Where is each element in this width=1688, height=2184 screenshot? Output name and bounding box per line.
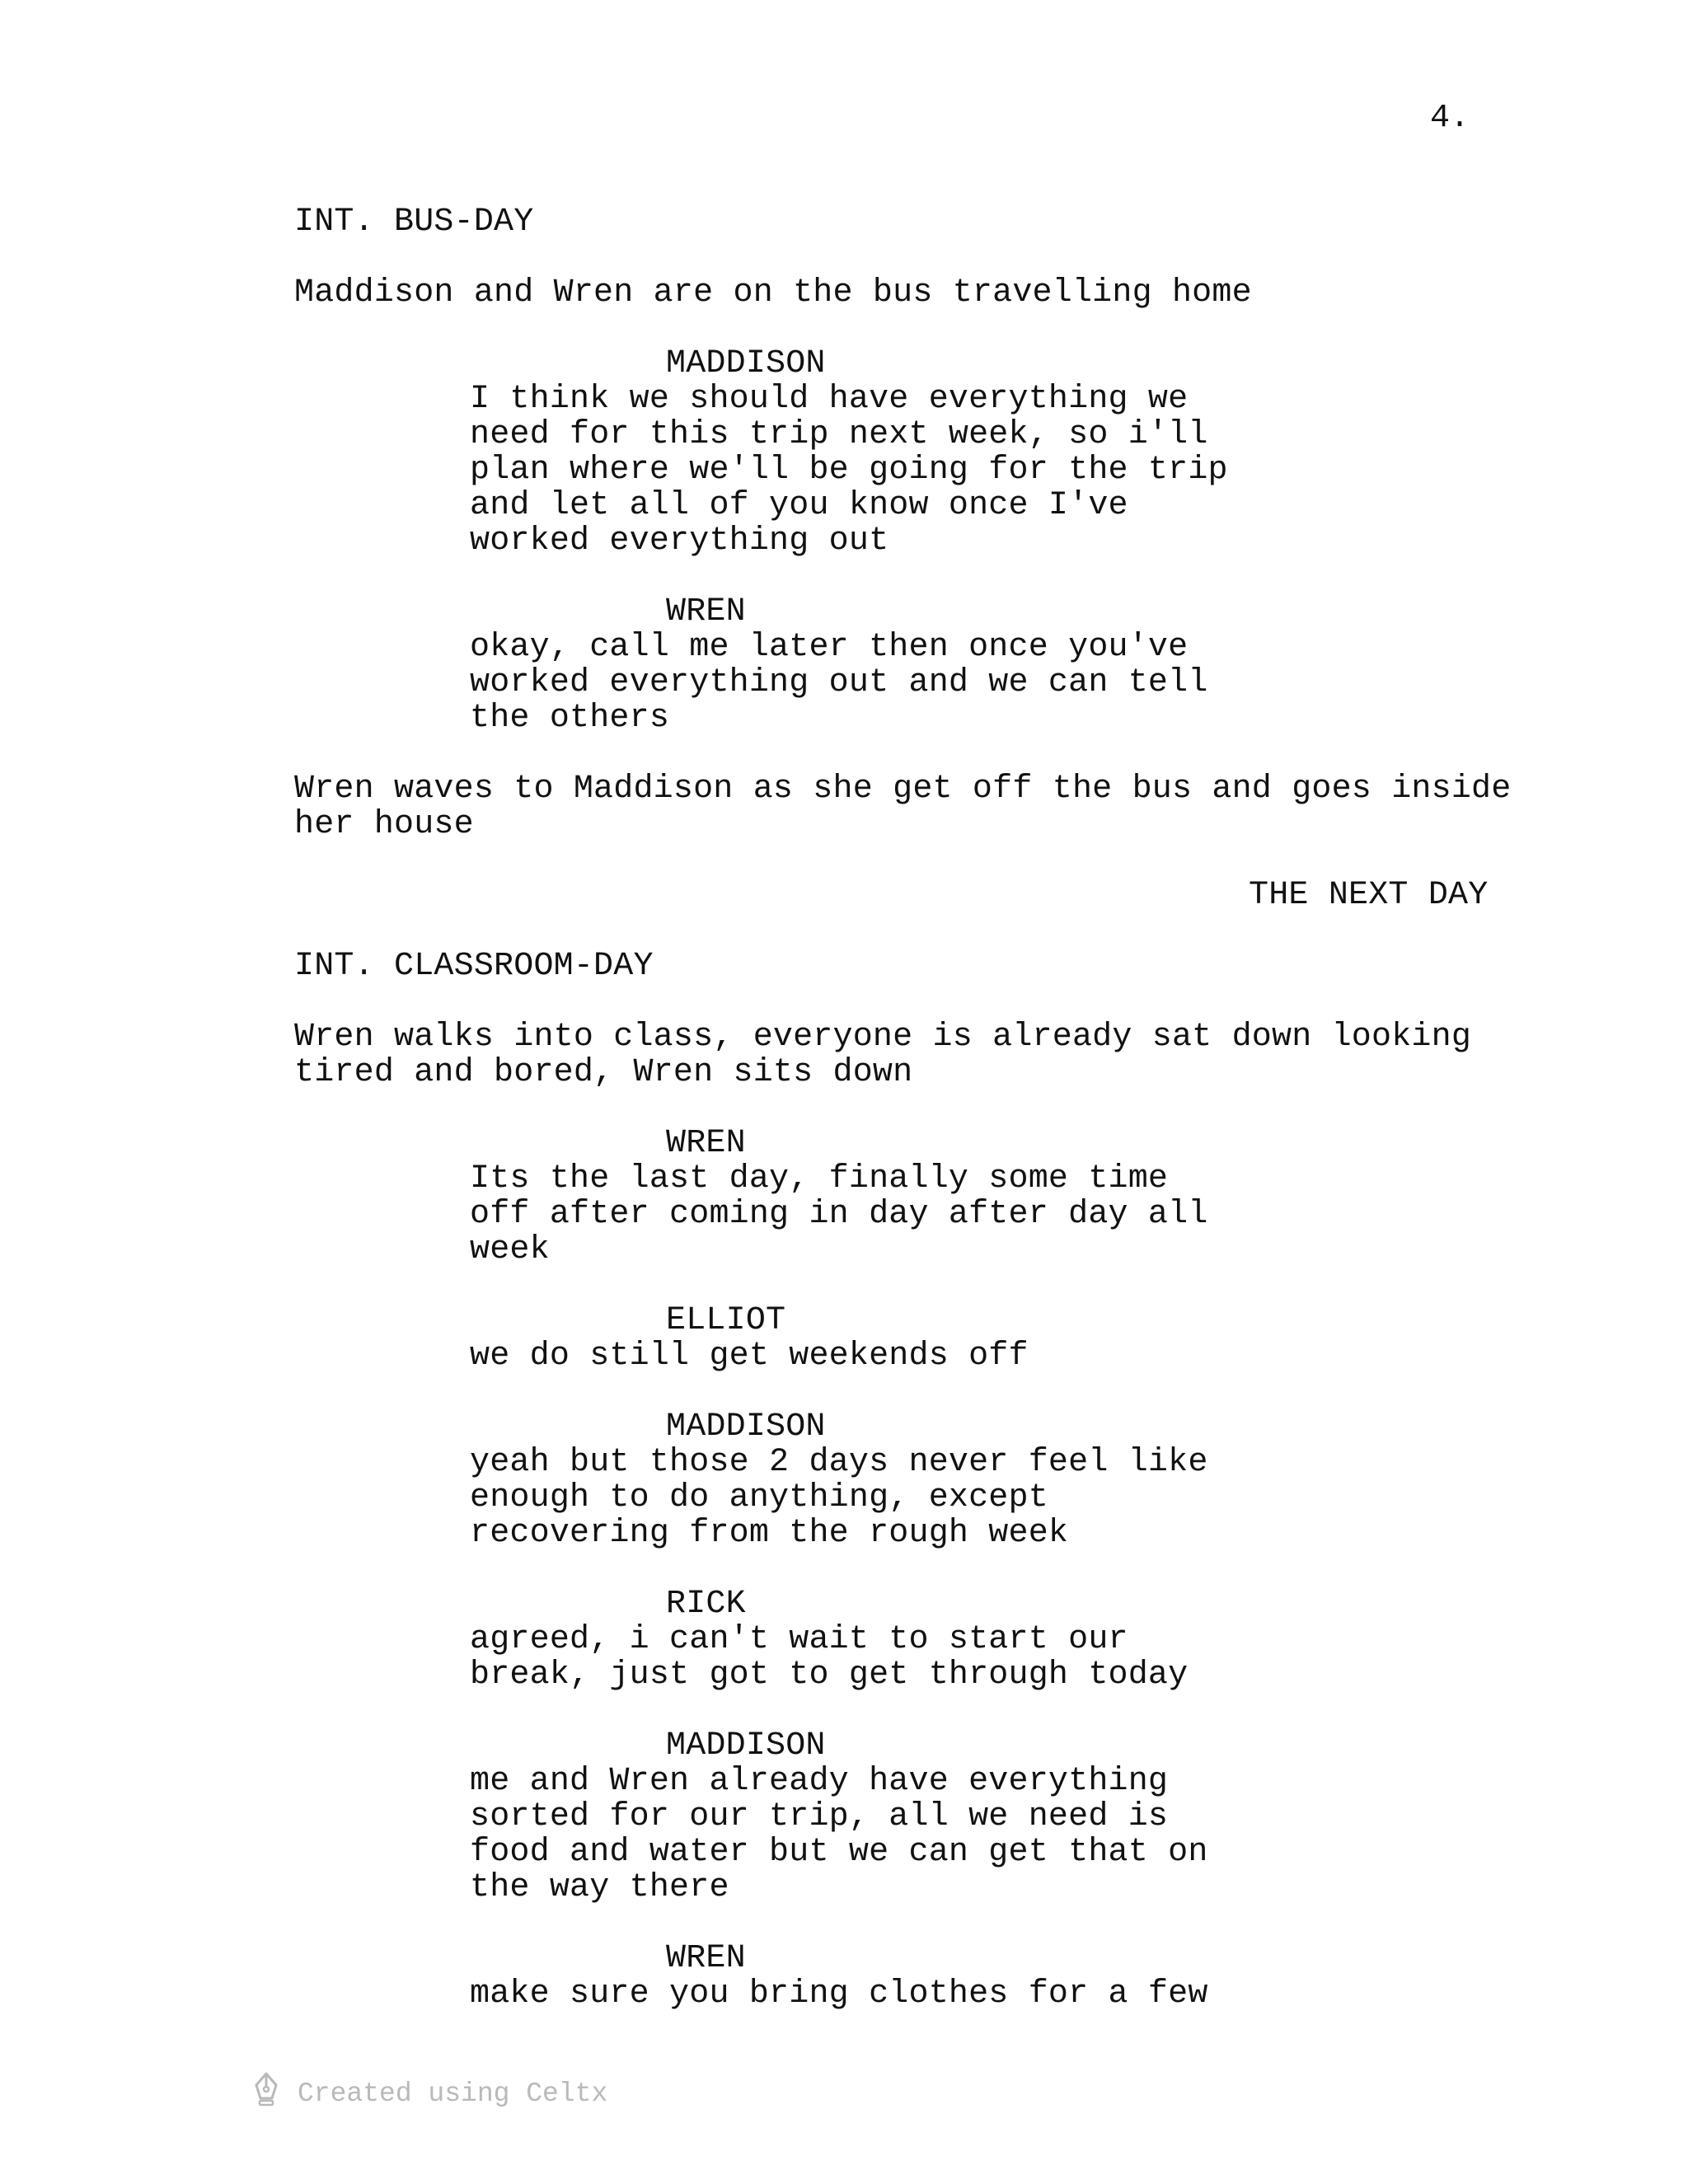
character-name: WREN bbox=[666, 1940, 746, 1977]
character-name: MADDISON bbox=[666, 345, 826, 382]
dialogue-line: I think we should have everything we bbox=[470, 381, 1189, 418]
character-name: WREN bbox=[666, 1125, 746, 1162]
dialogue-line: sorted for our trip, all we need is bbox=[470, 1798, 1169, 1835]
dialogue-line: recovering from the rough week bbox=[470, 1515, 1069, 1552]
dialogue-line: me and Wren already have everything bbox=[470, 1763, 1169, 1800]
character-name: WREN bbox=[666, 593, 746, 630]
dialogue-line: we do still get weekends off bbox=[470, 1338, 1029, 1375]
action-line: Wren waves to Maddison as she get off the bus and goes inside bbox=[294, 771, 1512, 808]
dialogue-line: plan where we'll be going for the trip bbox=[470, 452, 1228, 489]
character-name: MADDISON bbox=[666, 1408, 826, 1446]
dialogue-line: need for this trip next week, so i'll bbox=[470, 416, 1208, 453]
footer-text: Created using Celtx bbox=[298, 2078, 608, 2109]
scene-heading: INT. BUS-DAY bbox=[294, 204, 534, 241]
dialogue-line: worked everything out bbox=[470, 523, 889, 560]
dialogue-line: Its the last day, finally some time bbox=[470, 1160, 1169, 1197]
action-line: Wren walks into class, everyone is already sat down looking bbox=[294, 1019, 1472, 1056]
dialogue-line: week bbox=[470, 1231, 550, 1268]
dialogue-line: yeah but those 2 days never feel like bbox=[470, 1444, 1208, 1481]
dialogue-line: off after coming in day after day all bbox=[470, 1196, 1208, 1233]
celtx-footer bbox=[251, 2075, 607, 2111]
action-line: tired and bored, Wren sits down bbox=[294, 1054, 913, 1091]
dialogue-line: enough to do anything, except bbox=[470, 1479, 1048, 1516]
scene-heading: INT. CLASSROOM-DAY bbox=[294, 948, 654, 985]
action-line: her house bbox=[294, 806, 474, 843]
dialogue-line: food and water but we can get that on bbox=[470, 1834, 1208, 1871]
character-name: ELLIOT bbox=[666, 1302, 786, 1339]
dialogue-line: and let all of you know once I've bbox=[470, 487, 1128, 524]
dialogue-line: break, just got to get through today bbox=[470, 1657, 1189, 1694]
action-line: Maddison and Wren are on the bus travelling home bbox=[294, 274, 1252, 312]
transition: THE NEXT DAY bbox=[1249, 877, 1489, 914]
celtx-pen-nib-icon bbox=[251, 2071, 298, 2116]
dialogue-line: the way there bbox=[470, 1869, 729, 1906]
character-name: RICK bbox=[666, 1586, 746, 1623]
dialogue-line: the others bbox=[470, 700, 670, 737]
page-number: 4. bbox=[1430, 100, 1470, 137]
character-name: MADDISON bbox=[666, 1727, 826, 1765]
dialogue-line: okay, call me later then once you've bbox=[470, 629, 1189, 666]
dialogue-line: worked everything out and we can tell bbox=[470, 664, 1208, 701]
dialogue-line: make sure you bring clothes for a few bbox=[470, 1975, 1208, 2013]
dialogue-line: agreed, i can't wait to start our bbox=[470, 1621, 1128, 1658]
